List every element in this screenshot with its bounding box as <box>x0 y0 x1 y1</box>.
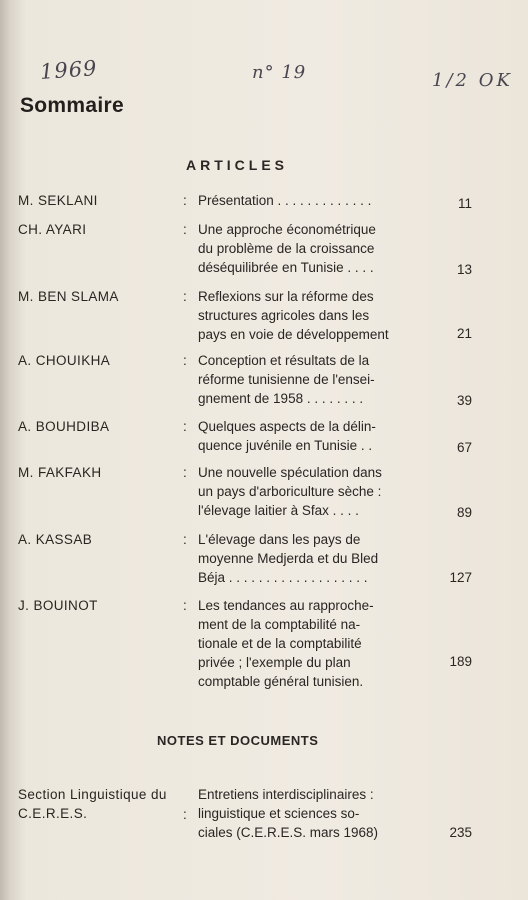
separator-colon: : <box>183 465 187 480</box>
separator-colon: : <box>183 353 187 368</box>
article-title-line: privée ; l'exemple du plan <box>198 655 351 670</box>
article-page-number: 67 <box>456 440 472 455</box>
article-page-number: 189 <box>449 654 472 669</box>
handwritten-year: 1969 <box>39 56 99 84</box>
separator-colon: : <box>183 598 187 613</box>
article-title-line: Une approche économétrique <box>198 222 376 237</box>
article-page-number: 39 <box>456 393 472 408</box>
article-title <box>198 530 398 587</box>
note-title-line: linguistique et sciences so- <box>198 806 360 821</box>
article-author: A. BOUHDIBA <box>18 419 110 434</box>
separator-colon: : <box>183 289 187 304</box>
article-title-line: Conception et résultats de la <box>198 353 370 368</box>
handwritten-mark: 1/2 OK <box>432 70 513 91</box>
article-title-line: Présentation . . . . . . . . . . . . . <box>198 193 372 208</box>
article-title <box>198 191 398 210</box>
separator-colon: : <box>183 532 187 547</box>
article-title <box>198 417 398 455</box>
note-author-line: Section Linguistique du <box>18 787 167 802</box>
note-author <box>18 785 188 823</box>
separator-colon: : <box>183 807 187 822</box>
article-title <box>198 596 398 691</box>
separator-colon: : <box>183 419 187 434</box>
articles-heading: ARTICLES <box>186 157 288 173</box>
article-title-line: réforme tunisienne de l'ensei- <box>198 372 375 387</box>
separator-colon: : <box>183 193 187 208</box>
note-title <box>198 785 398 842</box>
article-title-line: moyenne Medjerda et du Bled <box>198 551 379 566</box>
article-author: J. BOUINOT <box>18 598 98 613</box>
article-title-line: L'élevage dans les pays de <box>198 532 361 547</box>
notes-heading: NOTES ET DOCUMENTS <box>157 733 319 748</box>
article-author: CH. AYARI <box>18 222 87 237</box>
note-title-line: Entretiens interdisciplinaires : <box>198 787 374 802</box>
page-title: Sommaire <box>20 94 124 117</box>
article-title <box>198 351 398 408</box>
article-title <box>198 463 398 520</box>
article-title-line: ment de la comptabilité na- <box>198 617 361 632</box>
article-title-line: quence juvénile en Tunisie . . <box>198 438 373 453</box>
article-author: M. SEKLANI <box>18 193 98 208</box>
article-title-line: Reflexions sur la réforme des <box>198 289 374 304</box>
article-title <box>198 287 398 344</box>
note-page-number: 235 <box>449 825 472 840</box>
article-title-line: déséquilibrée en Tunisie . . . . <box>198 260 374 275</box>
separator-colon: : <box>183 222 187 237</box>
article-title <box>198 220 398 277</box>
article-title-line: un pays d'arboriculture sèche : <box>198 484 382 499</box>
note-title-line: ciales (C.E.R.E.S. mars 1968) <box>198 825 379 840</box>
article-title-line: gnement de 1958 . . . . . . . . <box>198 391 364 406</box>
article-page-number: 11 <box>457 196 472 211</box>
article-title-line: pays en voie de développement <box>198 327 389 342</box>
article-title-line: tionale et de la comptabilité <box>198 636 362 651</box>
handwritten-issue-number: n° 19 <box>252 62 307 83</box>
article-title-line: Les tendances au rapproche- <box>198 598 374 613</box>
article-page-number: 127 <box>449 570 472 585</box>
article-author: M. FAKFAKH <box>18 465 102 480</box>
article-title-line: l'élevage laitier à Sfax . . . . <box>198 503 359 518</box>
article-author: A. KASSAB <box>18 532 93 547</box>
article-author: A. CHOUIKHA <box>18 353 111 368</box>
article-author: M. BEN SLAMA <box>18 289 119 304</box>
article-title-line: structures agricoles dans les <box>198 308 370 323</box>
article-title-line: Une nouvelle spéculation dans <box>198 465 382 480</box>
article-title-line: du problème de la croissance <box>198 241 375 256</box>
article-page-number: 21 <box>456 326 472 341</box>
article-page-number: 89 <box>456 505 472 520</box>
article-title-line: Quelques aspects de la délin- <box>198 419 376 434</box>
article-page-number: 13 <box>456 262 472 277</box>
article-title-line: comptable général tunisien. <box>198 674 364 689</box>
article-title-line: Béja . . . . . . . . . . . . . . . . . . . <box>198 570 368 585</box>
note-author-line: C.E.R.E.S. <box>18 806 88 821</box>
